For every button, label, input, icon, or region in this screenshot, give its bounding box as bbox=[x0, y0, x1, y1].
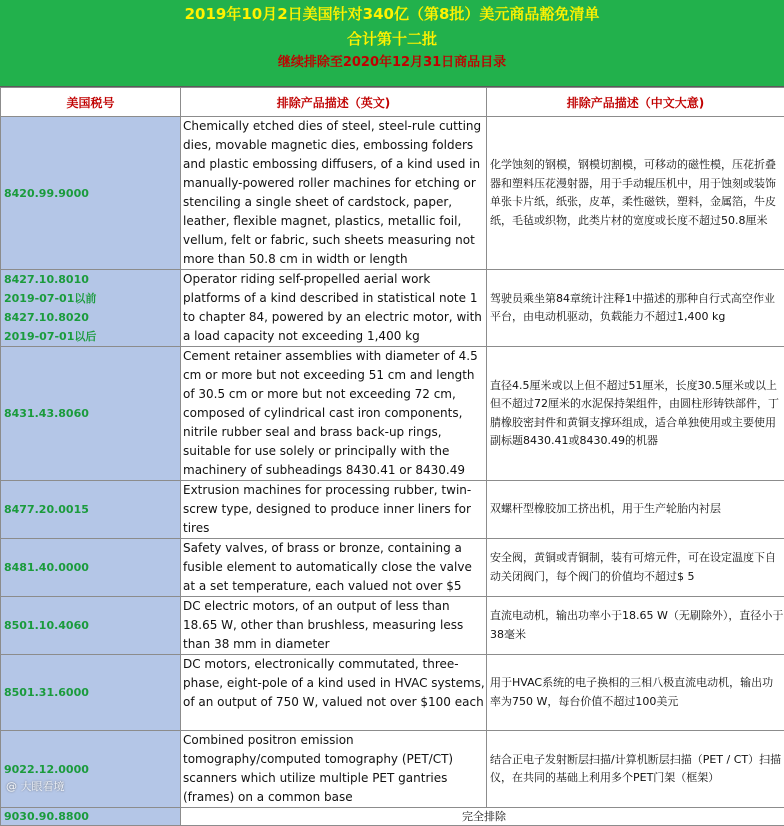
description-en: Combined positron emission tomography/computed tomography (PET/CT) scanners which utilize multiple PET gantries (frames) on a common base bbox=[181, 731, 487, 808]
description-en: Chemically etched dies of steel, steel-rule cutting dies, movable magnetic dies, embossing folders and plastic embossing diffusers, of a kind used in manually-powered roller machines for etching or stenciling a single sheet of cardstock, paper, leather, flexible magnet, plastics, metallic foil, vellum, felt or fabric, such sheets measuring not more than 50.8 cm in width or length bbox=[181, 117, 487, 270]
header-row bbox=[1, 88, 784, 117]
tariff-code: 8501.10.4060 bbox=[1, 597, 181, 655]
tariff-code: 8420.99.9000 bbox=[1, 117, 181, 270]
tariff-code: 8477.20.0015 bbox=[1, 481, 181, 539]
tariff-code: 8427.10.8010 2019-07-01以前 8427.10.8020 2019-07-01以后 bbox=[1, 270, 181, 347]
description-zh: 安全阀，黄铜或青铜制，装有可熔元件，可在设定温度下自动关闭阀门，每个阀门的价值均不超过$ 5 bbox=[487, 539, 784, 597]
description-en: DC electric motors, of an output of less than 18.65 W, other than brushless, measuring less than 38 mm in diameter bbox=[181, 597, 487, 655]
table-row bbox=[1, 347, 784, 481]
description-zh: 直流电动机，输出功率小于18.65 W（无刷除外），直径小于38毫米 bbox=[487, 597, 784, 655]
tariff-code: 8501.31.6000 bbox=[1, 655, 181, 731]
description-zh: 化学蚀刻的钢模，钢模切割模，可移动的磁性模，压花折叠器和塑料压花漫射器，用于手动辊压机中，用于蚀刻或装饰单张卡片纸，纸张，皮革，柔性磁铁，塑料，金属箔，牛皮纸，毛毡或织物，此类片材的宽度或长度不超过50.8厘米 bbox=[487, 117, 784, 270]
description-en: Operator riding self-propelled aerial work platforms of a kind described in statistical note 1 to chapter 84, powered by an electric motor, with a load capacity not exceeding 1,400 kg bbox=[181, 270, 487, 347]
full-exclusion-note: 完全排除 bbox=[181, 808, 784, 826]
description-zh: 驾驶员乘坐第84章统计注释1中描述的那种自行式高空作业平台，由电动机驱动，负载能力不超过1,400 kg bbox=[487, 270, 784, 347]
column-header-zh: 排除产品描述（中文大意) bbox=[487, 88, 784, 117]
title-banner bbox=[0, 0, 784, 87]
title-line-2: 合计第十二批 bbox=[0, 29, 784, 49]
table-row bbox=[1, 597, 784, 655]
description-zh: 直径4.5厘米或以上但不超过51厘米，长度30.5厘米或以上但不超过72厘米的水泥保持架组件，由圆柱形铸铁部件，丁腈橡胶密封件和黄铜支撑环组成，适合单独使用或主要使用副标题8430.41或8430.49的机器 bbox=[487, 347, 784, 481]
tariff-code: 9022.12.0000 bbox=[1, 731, 181, 808]
tariff-code: 9030.90.8800 bbox=[1, 808, 181, 826]
watermark: @ 大眼看境 bbox=[6, 778, 65, 794]
table-row bbox=[1, 270, 784, 347]
description-zh: 用于HVAC系统的电子换相的三相八极直流电动机，输出功率为750 W，每台价值不超过100美元 bbox=[487, 655, 784, 731]
table-row bbox=[1, 808, 784, 826]
title-line-3: 继续排除至2020年12月31日商品目录 bbox=[0, 54, 784, 72]
description-en: Extrusion machines for processing rubber, twin-screw type, designed to produce inner liners for tires bbox=[181, 481, 487, 539]
table-row bbox=[1, 117, 784, 270]
column-header-en: 排除产品描述（英文) bbox=[181, 88, 487, 117]
tariff-code: 8431.43.8060 bbox=[1, 347, 181, 481]
description-zh: 双螺杆型橡胶加工挤出机，用于生产轮胎内衬层 bbox=[487, 481, 784, 539]
tariff-code: 8481.40.0000 bbox=[1, 539, 181, 597]
table-row bbox=[1, 655, 784, 731]
description-en: Cement retainer assemblies with diameter of 4.5 cm or more but not exceeding 51 cm and length of 30.5 cm or more but not exceeding 72 cm, composed of cylindrical cast iron components, nitrile rubber seal and brass back-up rings, suitable for use solely or principally with the machinery of subheadings 8430.41 or 8430.49 bbox=[181, 347, 487, 481]
description-en: Safety valves, of brass or bronze, containing a fusible element to automatically close the valve at a set temperature, each valued not over $5 bbox=[181, 539, 487, 597]
exclusion-table bbox=[0, 87, 784, 826]
column-header-code: 美国税号 bbox=[1, 88, 181, 117]
table-row bbox=[1, 539, 784, 597]
description-en: DC motors, electronically commutated, three-phase, eight-pole of a kind used in HVAC systems, of an output of 750 W, valued not over $100 each bbox=[181, 655, 487, 731]
table-row bbox=[1, 731, 784, 808]
table-row bbox=[1, 481, 784, 539]
description-zh: 结合正电子发射断层扫描/计算机断层扫描（PET / CT）扫描仪，在共同的基础上利用多个PET门架（框架） bbox=[487, 731, 784, 808]
title-line-1: 2019年10月2日美国针对340亿（第8批）美元商品豁免清单 bbox=[0, 4, 784, 24]
